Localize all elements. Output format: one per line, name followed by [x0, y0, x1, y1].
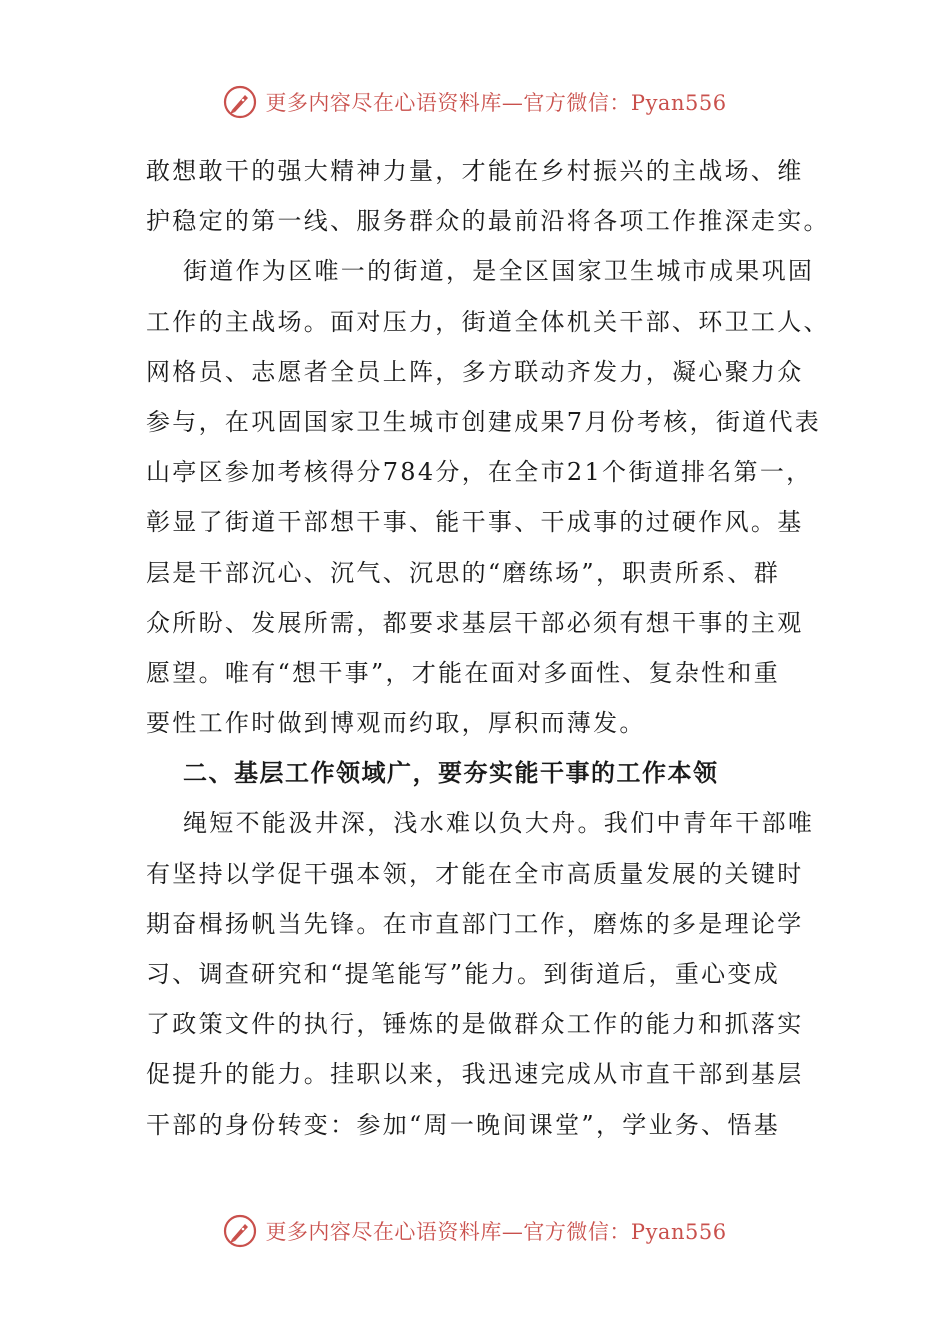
paragraph-line: 期奋楫扬帆当先锋。在市直部门工作，磨炼的多是理论学: [146, 909, 804, 938]
paragraph-line: 绳短不能汲井深，浅水难以负大舟。我们中青年干部唯: [183, 809, 815, 838]
document-body: [146, 152, 830, 1156]
paragraph-line: 了政策文件的执行，锤炼的是做群众工作的能力和抓落实: [146, 1010, 804, 1039]
paragraph-line: 促提升的能力。挂职以来，我迅速完成从市直干部到基层: [146, 1060, 804, 1089]
pen-nib-logo-icon: [223, 85, 257, 119]
section-heading: 二、基层工作领域广，要夯实能干事的工作本领: [183, 759, 719, 788]
paragraph-line: 干部的身份转变：参加“周一晚间课堂”，学业务、悟基: [146, 1110, 781, 1139]
paragraph-line: 护稳定的第一线、服务群众的最前沿将各项工作推深走实。: [146, 207, 830, 236]
paragraph-line: 街道作为区唯一的街道，是全区国家卫生城市成果巩固: [183, 257, 815, 286]
paragraph-line: 众所盼、发展所需，都要求基层干部必须有想干事的主观: [146, 608, 804, 637]
paragraph-line: 有坚持以学促干强本领，才能在全市高质量发展的关键时: [146, 859, 804, 888]
pen-nib-logo-icon: [223, 1214, 257, 1248]
paragraph-line: 参与，在巩固国家卫生城市创建成果7月份考核，街道代表: [146, 407, 822, 436]
header-watermark: [0, 82, 950, 122]
paragraph-line: 山亭区参加考核得分784分，在全市21个街道排名第一，: [146, 458, 813, 487]
paragraph-line: 敢想敢干的强大精神力量，才能在乡村振兴的主战场、维: [146, 157, 804, 185]
paragraph-line: 网格员、志愿者全员上阵，多方联动齐发力，凝心聚力众: [146, 357, 804, 386]
footer-watermark: [0, 1211, 950, 1251]
watermark-text: 更多内容尽在心语资料库—官方微信：Pyan556: [265, 91, 727, 115]
paragraph-line: 层是干部沉心、沉气、沉思的“磨练场”，职责所系、群: [146, 558, 781, 587]
paragraph-line: 愿望。唯有“想干事”，才能在面对多面性、复杂性和重: [146, 658, 781, 687]
paragraph-line: 要性工作时做到博观而约取，厚积而薄发。: [146, 709, 646, 738]
watermark-text: 更多内容尽在心语资料库—官方微信：Pyan556: [265, 1220, 727, 1244]
paragraph-line: 彰显了街道干部想干事、能干事、干成事的过硬作风。基: [146, 508, 804, 537]
paragraph-line: 工作的主战场。面对压力，街道全体机关干部、环卫工人、: [146, 307, 830, 336]
paragraph-line: 习、调查研究和“提笔能写”能力。到街道后，重心变成: [146, 960, 781, 988]
